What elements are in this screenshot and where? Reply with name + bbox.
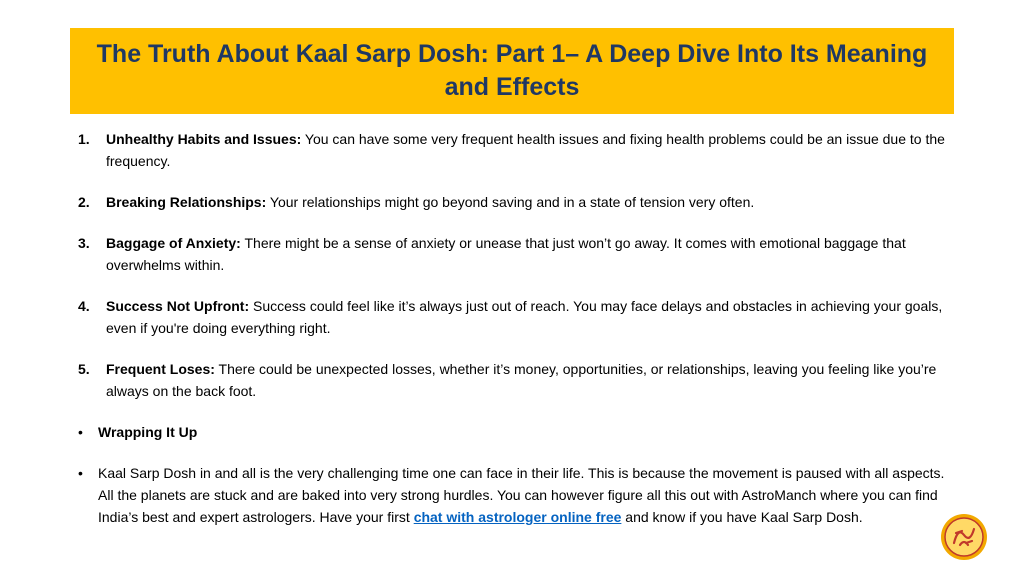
chat-astrologer-link[interactable]: chat with astrologer online free [413,509,622,525]
list-item [78,232,948,276]
wrap-up-heading-item [78,421,948,443]
astromanch-logo-icon [940,513,988,561]
wrap-up-heading: Wrapping It Up [98,424,198,440]
conclusion-end-text: and know if you have Kaal Sarp Dosh. [621,509,863,525]
list-item-body: Your relationships might go beyond saving and in a state of tension very often. [266,194,755,210]
bullet-marker: • [78,424,83,440]
list-number: 1. [78,131,90,147]
list-item-label: Baggage of Anxiety: [106,235,241,251]
list-item-text [106,191,948,213]
list-item-body: You can have some very frequent health issues and fixing health problems could be an issue due to the frequency. [106,131,945,169]
list-item-label: Breaking Relationships: [106,194,267,210]
list-item-body: There could be unexpected losses, whether it’s money, opportunities, or relationships, leaving you feeling like you’re always on the back foot. [106,361,937,399]
page-title: The Truth About Kaal Sarp Dosh: Part 1– A Deep Dive Into Its Meaning and Effects [96,40,928,101]
list-number: 2. [78,194,90,210]
list-item [78,128,948,172]
list-item-label: Success Not Upfront: [106,298,250,314]
title-banner [70,28,954,114]
wrap-up-heading-text [98,421,948,443]
bullet-marker: • [78,465,83,481]
list-number: 3. [78,235,90,251]
content-body [78,128,948,547]
conclusion-item [78,462,948,528]
list-item-label: Frequent Loses: [106,361,215,377]
list-item [78,358,948,402]
list-item [78,191,948,213]
list-item-text [106,232,948,276]
logo-inner-disc [945,518,983,556]
list-item [78,295,948,339]
conclusion-paragraph [98,462,948,528]
list-item-text [106,358,948,402]
list-number: 4. [78,298,90,314]
list-number: 5. [78,361,90,377]
list-item-label: Unhealthy Habits and Issues: [106,131,302,147]
list-item-body: There might be a sense of anxiety or unease that just won’t go away. It comes with emotional baggage that overwhelms within. [106,235,906,273]
list-item-body: Success could feel like it’s always just out of reach. You may face delays and obstacles in achieving your goals, even if you're doing everything right. [106,298,943,336]
list-item-text [106,128,948,172]
conclusion-text: Kaal Sarp Dosh in and all is the very challenging time one can face in their life. This is because the movement is paused with all aspects. All the planets are stuck and are baked into very strong hurdles. You can however figure all this out with AstroManch where you can find India’s best and expert astrologers. Have your first [98,465,945,525]
list-item-text [106,295,948,339]
